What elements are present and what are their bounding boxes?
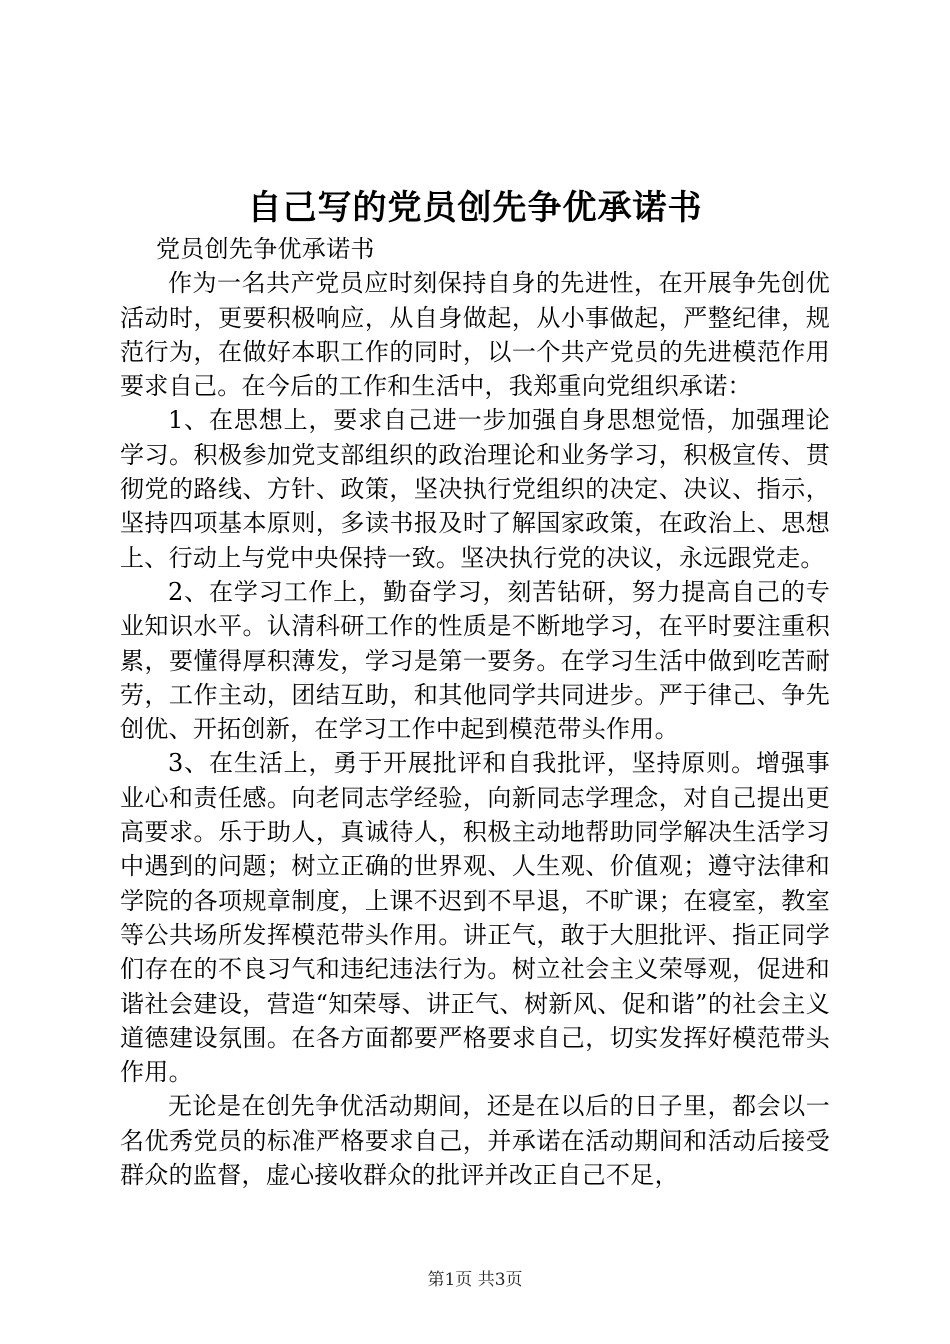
paragraph-conclusion: 无论是在创先争优活动期间，还是在以后的日子里，都会以一名优秀党员的标准严格要求自己，并承诺在活动期间和活动后接受群众的监督，虚心接收群众的批评并改正自己不足， bbox=[120, 1092, 830, 1190]
document-body bbox=[120, 232, 830, 1192]
document-subtitle: 党员创先争优承诺书 bbox=[156, 235, 375, 263]
document-title: 自己写的党员创先争优承诺书 bbox=[247, 188, 703, 228]
paragraph-item-3: 3、在生活上，勇于开展批评和自我批评，坚持原则。增强事业心和责任感。向老同志学经验，向新同志学理念，对自己提出更高要求。乐于助人，真诚待人，积极主动地帮助同学解决生活学习中遇到的问题；树立正确的世界观、人生观、价值观；遵守法律和学院的各项规章制度，上课不迟到不早退，不旷课；在寝室，教室等公共场所发挥模范带头作用。讲正气，敢于大胆批评、指正同学们存在的不良习气和违纪违法行为。树立社会主义荣辱观，促进和谐社会建设，营造“知荣辱、讲正气、树新风、促和谐”的社会主义道德建设氛围。在各方面都要严格要求自己，切实发挥好模范带头作用。 bbox=[120, 749, 830, 1087]
page-number: 第1页 共3页 bbox=[427, 1270, 523, 1290]
paragraph-item-2: 2、在学习工作上，勤奋学习，刻苦钻研，努力提高自己的专业知识水平。认清科研工作的性质是不断地学习，在平时要注重积累，要懂得厚积薄发，学习是第一要务。在学习生活中做到吃苦耐劳，工作主动，团结互助，和其他同学共同进步。严于律己、争先创优、开拓创新，在学习工作中起到模范带头作用。 bbox=[120, 577, 830, 744]
paragraph-intro: 作为一名共产党员应时刻保持自身的先进性，在开展争先创优活动时，更要积极响应，从自身做起，从小事做起，严整纪律，规范行为，在做好本职工作的同时，以一个共产党员的先进模范作用要求自己。在今后的工作和生活中，我郑重向党组织承诺： bbox=[120, 269, 830, 401]
paragraph-item-1: 1、在思想上，要求自己进一步加强自身思想觉悟，加强理论学习。积极参加党支部组织的政治理论和业务学习，积极宣传、贯彻党的路线、方针、政策，坚决执行党组织的决定、决议、指示，坚持四项基本原则，多读书报及时了解国家政策，在政治上、思想上、行动上与党中央保持一致。坚决执行党的决议，永远跟党走。 bbox=[120, 406, 830, 572]
